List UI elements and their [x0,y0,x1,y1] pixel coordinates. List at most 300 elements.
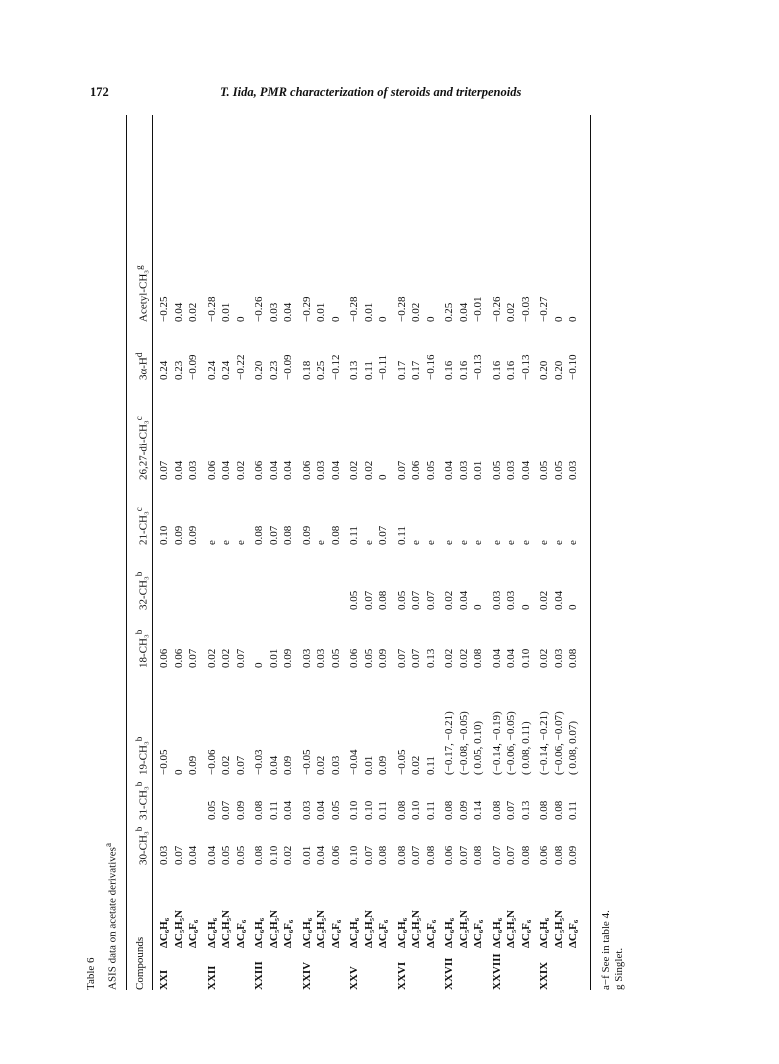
table-cell: (−0.17, −0.21) [443,711,455,775]
table-cell: 0.08 [377,845,389,865]
table-cell: 0.09 [377,755,389,775]
table-cell: 0.07 [187,648,199,668]
table-cell: ΔC₆H₆ [395,918,408,948]
table-cell: ΔC₅H₅N [410,910,422,948]
table-cell: −0.05 [300,749,313,775]
table-cell: ΔC₆H₆ [158,918,170,948]
table-cell: 0.08 [395,845,408,865]
table-cell: 0.01 [220,302,232,322]
table-cell: e [490,540,503,545]
table-row [348,115,361,990]
table-cell: 0.07 [410,648,422,668]
table-row [301,115,314,990]
table-row [538,115,551,990]
table-cell: ΔC₆F₆ [187,919,199,948]
table-cell: 0.18 [300,360,313,380]
column-header-sup: d [134,352,144,358]
table-cell: 0.01 [362,302,375,322]
table-cell: 0.04 [329,460,342,480]
table-cell: 0.09 [187,755,199,775]
table-cell: 0.02 [220,755,232,775]
top-rule [126,115,127,990]
table-cell: e [315,540,327,545]
table-cell: 0.07 [490,845,503,865]
table-caption [103,843,119,990]
table-cell: 0.08 [567,648,579,668]
table-cell: 0.11 [395,526,408,545]
table-cell: −0.29 [300,296,313,322]
table-cell: 0.02 [505,302,517,322]
table-cell: 0 [377,474,389,480]
table-cell: 0.05 [395,590,408,610]
table-cell: 0 [329,316,342,322]
table-cell: 0.03 [300,800,313,820]
table-cell: XXVIII [490,953,503,990]
table-cell: 0.10 [348,845,360,865]
table-cell: (−0.06, −0.07) [552,711,565,775]
column-header-text: Acetyl-CH₃ [137,269,150,322]
table-cell: −0.05 [158,749,170,775]
table-cell: 0.05 [329,648,342,668]
table-cell: 0.04 [172,302,185,322]
rotated-table [85,110,675,990]
table-cell: 0.04 [457,302,470,322]
table-cell: ΔC₆F₆ [472,919,484,948]
table-cell: 0.05 [234,845,247,865]
column-header [134,782,150,820]
table-cell: 0.06 [443,845,455,865]
table-cell: 0.09 [377,648,389,668]
table-cell: 0.02 [410,302,422,322]
table-cell: 0.02 [234,460,247,480]
table-cell: 0.03 [329,755,342,775]
table-cell: XXI [158,969,170,990]
table-cell: 0.08 [424,845,437,865]
table-row [363,115,376,990]
table-cell: −0.12 [329,354,342,380]
column-header-sup: g [134,265,144,270]
table-cell: ΔC₆F₆ [519,919,532,948]
table-cell: (−0.08, −0.05) [457,711,470,775]
table-cell: 0.07 [395,460,408,480]
table-cell: XXII [205,965,218,990]
table-cell: 0.09 [172,525,185,545]
table-row [472,115,485,990]
table-cell: 0.16 [457,360,470,380]
table-cell: 0.09 [300,525,313,545]
table-cell: 0.05 [490,460,503,480]
table-cell: 0.02 [457,648,470,668]
table-cell: 0.07 [362,845,375,865]
table-cell: 0.11 [424,756,437,775]
table-cell: 0.03 [567,460,579,480]
table-cell: 0 [253,662,265,668]
table-cell: 0.06 [348,648,360,668]
table-cell: 0.02 [443,590,455,610]
table-cell: 0.07 [505,845,517,865]
table-cell: 0.25 [443,302,455,322]
table-label: Table 6 [85,957,97,990]
table-row [505,115,518,990]
table-row [282,115,295,990]
page-number: 172 [90,85,109,99]
table-cell: 0.06 [300,460,313,480]
table-cell: XXVII [443,957,455,990]
column-header-sup: c [134,416,144,421]
column-header-text: 18-CH₃ [137,634,150,668]
table-cell: 0.06 [205,460,218,480]
table-cell: 0.05 [538,460,550,480]
table-cell: 0.08 [552,800,565,820]
table-cell: ΔC₆H₆ [253,918,265,948]
table-cell: e [519,540,532,545]
table-cell: 0.23 [267,360,280,380]
table-cell: e [538,540,550,545]
column-header-text: 26,27-di-CH₃ [137,420,150,480]
table-cell: 0.04 [505,648,517,668]
column-header [134,937,146,990]
table-cell: 0 [519,604,532,610]
table-cell: 0.10 [362,800,375,820]
table-cell: 0.06 [329,845,342,865]
table-cell: 0.08 [472,648,484,668]
column-header [134,737,150,775]
table-cell: 0.03 [315,648,327,668]
column-header-sup: b [134,826,144,832]
table-cell: 0.08 [490,800,503,820]
table-cell: 0.04 [457,590,470,610]
table-row [187,115,200,990]
table-cell: ΔC₆F₆ [282,919,294,948]
table-cell: ΔC₅H₅N [457,910,470,948]
table-cell: 0.06 [538,845,550,865]
column-header-text: 31-CH₃ [137,786,150,820]
table-cell: 0.01 [472,460,484,480]
table-cell: ΔC₆F₆ [377,919,389,948]
table-cell: 0 [172,769,185,775]
table-cell: 0.07 [410,590,422,610]
table-cell: 0.08 [552,845,565,865]
table-cell: 0.11 [267,801,280,820]
table-cell: 0.02 [220,648,232,668]
table-cell: −0.27 [538,296,550,322]
table-cell: 0.03 [457,460,470,480]
table-cell: 0.04 [267,755,280,775]
table-cell: 0.09 [567,845,579,865]
table-cell: XXIII [253,961,265,990]
table-cell: 0.02 [362,460,375,480]
table-row [458,115,471,990]
table-cell: 0.07 [158,460,170,480]
header-rule [152,115,153,990]
table-row [158,115,171,990]
table-cell: 0.08 [538,800,550,820]
table-cell: 0 [234,316,247,322]
table-cell: −0.04 [348,749,360,775]
table-cell: 0 [567,316,579,322]
table-cell: 0.02 [187,302,199,322]
table-cell: 0.02 [282,845,294,865]
table-cell: ( 0.05, 0.10) [472,720,484,775]
table-cell: 0 [552,316,565,322]
table-cell: 0.07 [424,590,437,610]
column-header-sup: b [134,629,144,635]
table-cell: 0.24 [158,360,170,380]
table-cell: e [205,540,218,545]
table-cell: 0.03 [158,845,170,865]
table-cell: 0.04 [490,648,503,668]
table-cell: 0.09 [234,800,247,820]
table-cell: 0.04 [443,460,455,480]
table-cell: −0.13 [519,354,532,380]
table-cell: XXVI [395,961,408,990]
table-cell: −0.28 [348,296,360,322]
column-header-sup: c [134,507,144,512]
table-cell: ΔC₆H₆ [538,918,550,948]
table-cell: ΔC₅H₅N [505,910,517,948]
table-cell: −0.16 [424,354,437,380]
column-header-text: 21-CH₃ [137,511,150,545]
table-cell: 0.07 [234,755,247,775]
column-header [134,630,150,668]
table-caption-sup: a [103,842,113,848]
table-cell: −0.28 [205,296,218,322]
table-cell: 0.17 [410,360,422,380]
table-cell: 0.04 [552,590,565,610]
table-cell: ( 0.08, 0.07) [567,720,579,775]
table-cell: 0.10 [348,800,360,820]
table-cell: 0.06 [253,460,265,480]
table-cell: 0.04 [267,460,280,480]
table-row [443,115,456,990]
table-cell: 0.10 [410,800,422,820]
table-cell: 0.05 [205,800,218,820]
table-cell: 0.13 [348,360,360,380]
table-cell: 0.09 [282,755,294,775]
table-cell: e [567,540,579,545]
table-cell: 0.13 [519,800,532,820]
table-cell: 0.03 [267,302,280,322]
table-cell: ΔC₆F₆ [329,919,342,948]
table-cell: 0.06 [158,648,170,668]
table-cell: 0.07 [377,525,389,545]
table-cell: ΔC₅H₅N [362,910,375,948]
table-cell: 0.03 [552,648,565,668]
table-cell: XXIV [300,961,313,990]
table-cell: 0.11 [424,801,437,820]
table-cell: −0.25 [158,296,170,322]
footnote: a−f See in table 4. [600,910,612,990]
table-row [520,115,533,990]
table-cell: 0.04 [187,845,199,865]
table-cell: 0.14 [472,800,484,820]
running-head: T. Iida, PMR characterization of steroids and triterpenoids [220,85,522,99]
table-cell: ΔC₆H₆ [205,918,218,948]
table-cell: 0.02 [538,648,550,668]
table-cell: 0.06 [410,460,422,480]
table-cell: e [457,540,470,545]
table-cell: 0.07 [505,800,517,820]
table-cell: 0.05 [220,845,232,865]
table-cell: 0.04 [282,460,294,480]
table-cell: −0.03 [519,296,532,322]
table-cell: (−0.14, −0.21) [538,711,550,775]
table-cell: 0.01 [315,302,327,322]
table-cell: 0.16 [490,360,503,380]
table-cell: e [410,540,422,545]
table-cell: e [443,540,455,545]
table-cell: 0.11 [362,361,375,380]
table-cell: e [424,540,437,545]
table-cell: −0.28 [395,296,408,322]
table-cell: 0.03 [505,590,517,610]
table-cell: 0.08 [253,845,265,865]
table-cell: 0.03 [315,460,327,480]
table-row [253,115,266,990]
table-cell: 0.03 [505,460,517,480]
table-cell: 0 [472,604,484,610]
table-cell: 0.05 [348,590,360,610]
table-cell: ΔC₆F₆ [424,919,437,948]
table-cell: ΔC₅H₅N [552,910,565,948]
table-cell: 0.02 [410,755,422,775]
table-cell: 0.03 [187,460,199,480]
table-cell: ΔC₆H₆ [348,918,360,948]
table-cell: −0.03 [253,749,265,775]
table-cell: ΔC₆H₆ [443,918,455,948]
table-row [235,115,248,990]
table-cell: 0.17 [395,360,408,380]
table-cell: 0.11 [348,526,360,545]
column-header [134,353,150,380]
table-cell: 0.07 [220,800,232,820]
table-cell: −0.13 [472,354,484,380]
table-cell: 0.25 [315,360,327,380]
table-cell: 0.04 [172,460,185,480]
table-cell: 0.04 [315,800,327,820]
table-cell: (−0.14, −0.19) [490,711,503,775]
table-cell: XXIX [538,961,550,990]
table-cell: 0.08 [282,525,294,545]
table-cell: 0.23 [172,360,185,380]
table-cell: 0.04 [205,845,218,865]
table-cell: ΔC₅H₅N [172,910,185,948]
table-cell: 0.10 [519,648,532,668]
footnote: g Singlet. [613,947,625,990]
table-cell: 0.08 [253,525,265,545]
table-cell: 0.16 [505,360,517,380]
table-cell: 0.09 [457,800,470,820]
column-header-text: 32-CH₃ [137,576,150,610]
table-cell: 0.04 [519,460,532,480]
table-cell: −0.10 [567,354,579,380]
table-cell: −0.09 [282,354,294,380]
table-cell: 0.04 [282,302,294,322]
table-cell: 0.16 [443,360,455,380]
column-header [134,507,150,545]
column-header-text: Compounds [134,936,146,990]
table-cell: 0.08 [377,590,389,610]
table-cell: 0.24 [220,360,232,380]
table-cell: ΔC₅H₅N [315,910,327,948]
table-cell: 0 [567,604,579,610]
table-cell: −0.05 [395,749,408,775]
table-cell: 0.05 [424,460,437,480]
column-header-sup: b [134,571,144,577]
table-cell: −0.09 [187,354,199,380]
table-cell: 0.01 [300,845,313,865]
table-cell: 0 [424,316,437,322]
table-cell: XXV [348,966,360,990]
table-row [268,115,281,990]
table-row [396,115,409,990]
table-cell: −0.11 [377,354,389,380]
table-cell: ΔC₆H₆ [490,918,503,948]
table-cell: 0.01 [362,755,375,775]
table-cell: 0.05 [329,800,342,820]
table-cell: 0.03 [300,648,313,668]
column-header-sup: b [134,736,144,742]
table-cell: ΔC₆H₆ [300,918,313,948]
table-cell: 0.07 [267,525,280,545]
table-cell: 0.08 [519,845,532,865]
table-cell: 0.20 [253,360,265,380]
table-cell: ΔC₆F₆ [567,919,579,948]
table-cell: 0.02 [443,648,455,668]
column-header-text: 30-CH₃ [137,831,150,865]
table-cell: 0.04 [282,800,294,820]
table-cell: 0.03 [490,590,503,610]
table-cell: 0.02 [348,460,360,480]
table-cell: 0.11 [377,801,389,820]
table-row [315,115,328,990]
table-cell: 0.10 [267,845,280,865]
table-cell: 0.08 [472,845,484,865]
table-row [206,115,219,990]
column-header [134,827,150,865]
table-cell: e [234,540,247,545]
table-cell: 0.02 [315,755,327,775]
column-header-sup: b [134,781,144,787]
table-cell: 0.07 [410,845,422,865]
table-row [567,115,580,990]
table-cell: ΔC₅H₅N [267,910,280,948]
column-header-text: 19-CH₃ [137,741,150,775]
bottom-rule [590,115,591,990]
table-cell: 0.04 [220,460,232,480]
table-cell: 0.20 [538,360,550,380]
column-header-text: 3α-H [137,357,150,380]
table-cell: −0.01 [472,296,484,322]
table-cell: 0.05 [362,648,375,668]
table-cell: −0.22 [234,354,247,380]
table-cell: ΔC₆F₆ [234,919,247,948]
table-cell: 0.06 [172,648,185,668]
table-cell: 0.10 [158,525,170,545]
table-cell: 0.07 [172,845,185,865]
table-cell: 0.09 [282,648,294,668]
table-cell: 0.02 [538,590,550,610]
column-header [134,265,150,322]
table-row [330,115,343,990]
table-cell: 0.11 [567,801,579,820]
table-cell: 0.01 [267,648,280,668]
table-cell: −0.26 [253,296,265,322]
table-row [377,115,390,990]
table-cell: 0.20 [552,360,565,380]
table-cell: 0.08 [253,800,265,820]
table-cell: e [505,540,517,545]
